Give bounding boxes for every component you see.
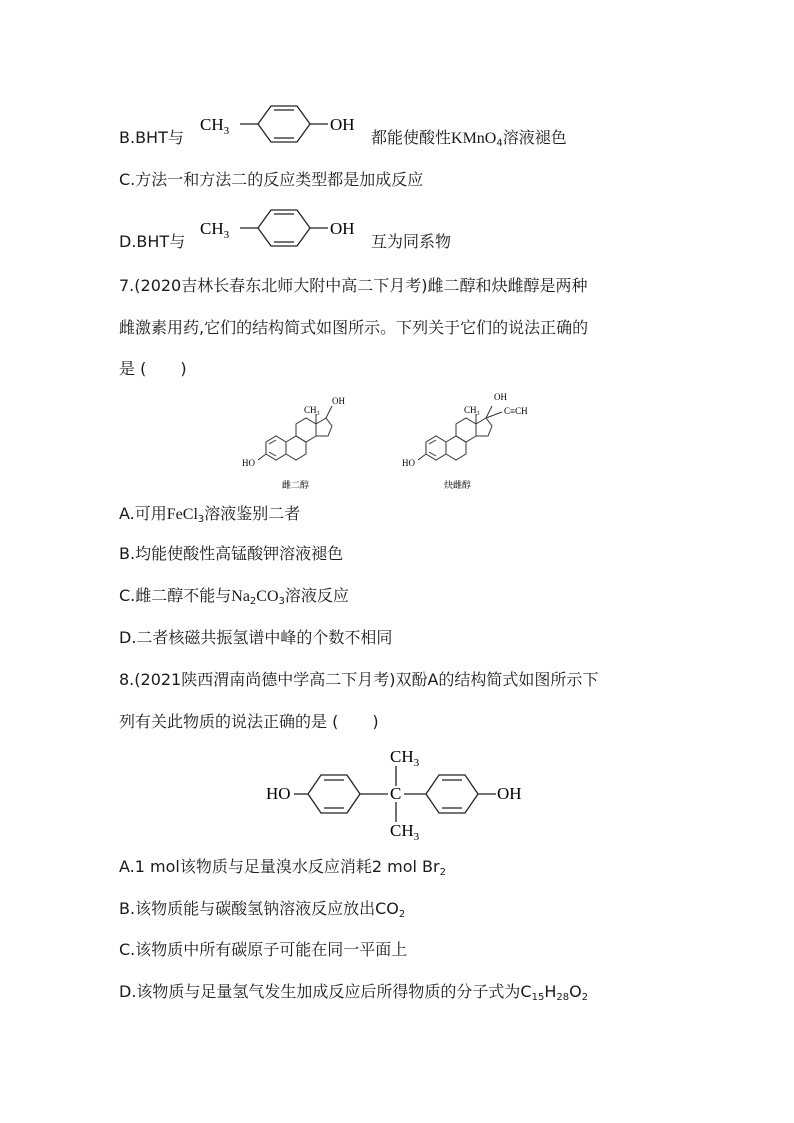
estradiol-oh: OH [332,396,345,406]
svg-text:CH3: $CH_3$ [390,747,420,769]
svg-text:CH3: $CH_3$ [390,821,420,842]
svg-text:CH3: $CH_3$ [464,405,480,417]
bpa-ch3-top: CH [390,747,414,766]
q6-option-b-prefix: B.BHT与 [119,128,184,147]
oh-label: OH [330,115,355,134]
q7-option-c: C.雌二醇不能与$Na_2CO_3$溶液反应 [119,586,349,607]
q7-stem-line3: 是 ( ) [119,359,187,378]
estradiol-structure [236,384,566,494]
ethinylestradiol-oh: OH [494,392,507,402]
estradiol-caption: 雌二醇 [282,480,310,490]
q8-option-a: A.1 mol该物质与足量溴水反应消耗2 mol $Br_2$ [119,857,446,878]
svg-text:CH3: $CH_3$ [200,219,230,241]
q7-stem-line2: 雌激素用药,它们的结构简式如图所示。下列关于它们的说法正确的 [119,318,589,337]
q6-option-b-structure [196,102,366,148]
q7-stem-line1: 7.(2020吉林长春东北师大附中高二下月考)雌二醇和炔雌醇是两种 [119,276,588,295]
q8-option-c: C.该物质中所有碳原子可能在同一平面上 [119,940,408,959]
bpa-ch3-bottom: CH [390,821,414,840]
q6-option-d: D.BHT与 [119,232,186,251]
svg-text:OH: OH [330,219,355,238]
q8-option-d: D.该物质与足量氢气发生加成反应后所得物质的分子式为$C_{15}H_{28}O_2$ [119,982,589,1003]
bpa-ho-left: HO [266,784,291,803]
estradiol-ho: HO [242,458,255,468]
q8-stem-line1: 8.(2021陕西渭南尚德中学高二下月考)双酚A的结构简式如图所示下 [119,670,599,689]
q7-option-a: A.可用FeCl$_3$溶液鉴别二者 [119,504,301,525]
q6-option-c: C.方法一和方法二的反应类型都是加成反应 [119,170,424,189]
q6-option-b-suffix: 都能使酸性KMnO$_4$溶液褪色 [371,128,567,149]
q6-option-d-structure [196,206,366,252]
bpa-oh-right: OH [497,784,522,803]
bisphenol-a-structure [266,742,536,842]
ch3-label: CH [200,115,224,134]
ethinyl-group: C≡CH [504,406,528,416]
q7-option-b: B.均能使酸性高锰酸钾溶液褪色 [119,544,344,563]
bpa-quaternary-carbon: C [390,784,402,803]
svg-text:CH3: $CH_3$ [304,405,320,417]
q8-option-b: B.该物质能与碳酸氢钠溶液反应放出$CO_2$ [119,899,406,920]
ethinylestradiol-ho: HO [402,458,415,468]
q7-option-d: D.二者核磁共振氢谱中峰的个数不相同 [119,628,393,647]
svg-text:CH3: $CH_3$ [200,115,230,137]
q6-option-d-suffix: 互为同系物 [371,232,452,251]
ethinylestradiol-caption: 炔雌醇 [444,480,472,490]
q6-option-b [119,128,184,148]
q8-stem-line2: 列有关此物质的说法正确的是 ( ) [119,712,379,731]
